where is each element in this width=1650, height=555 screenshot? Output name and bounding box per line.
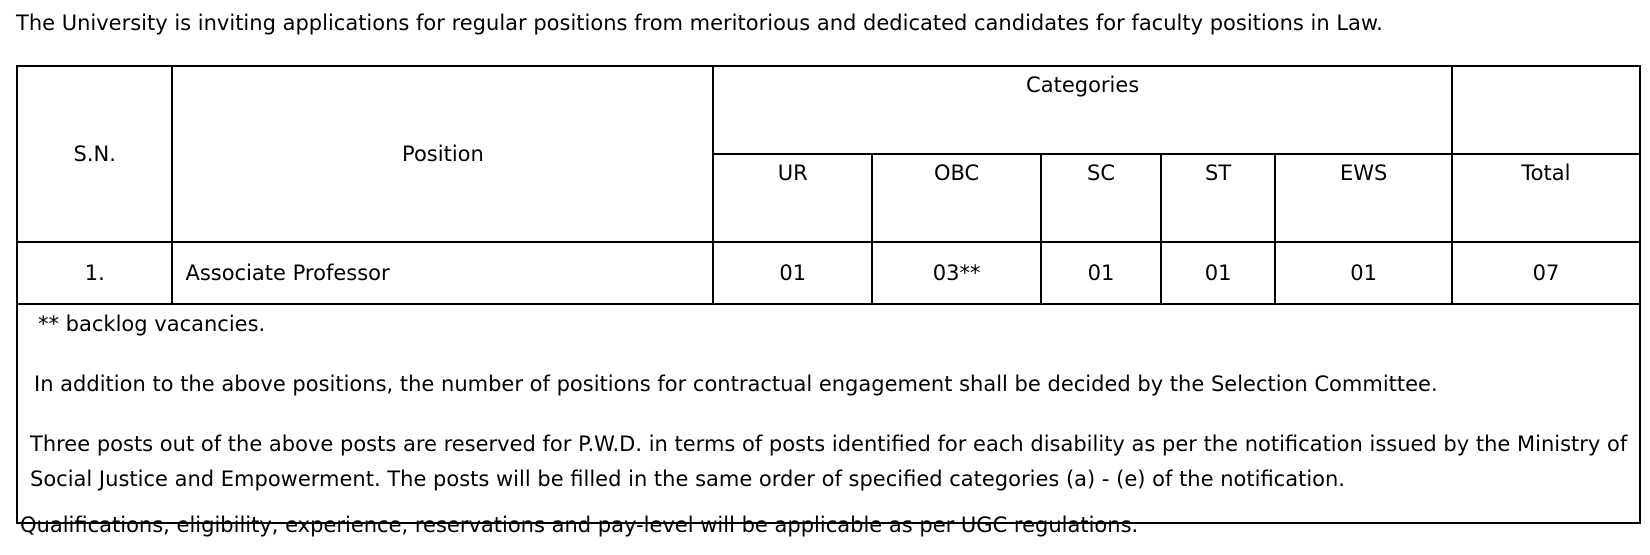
header-row-top [17, 66, 1640, 154]
cell-obc: 03** [872, 242, 1041, 304]
notes-row [17, 304, 1640, 523]
cell-ews: 01 [1275, 242, 1452, 304]
intro-paragraph: The University is inviting applications for regular positions from meritorious and dedicated candidates for faculty positions in Law. [16, 11, 1383, 35]
note-backlog: ** backlog vacancies. [38, 312, 266, 336]
cell-total: 07 [1452, 242, 1640, 304]
header-position: Position [172, 66, 713, 242]
table-row [17, 242, 1640, 304]
header-ur: UR [713, 154, 872, 242]
vacancy-table [16, 65, 1641, 524]
header-ews: EWS [1275, 154, 1452, 242]
closing-paragraph: Qualifications, eligibility, experience, reservations and pay-level will be applicable as per UGC regulations. [20, 513, 1139, 537]
header-categories: Categories [713, 66, 1451, 154]
header-sn: S.N. [17, 66, 172, 242]
note-contractual: In addition to the above positions, the number of positions for contractual engagement shall be decided by the Selection Committee. [34, 372, 1438, 396]
cell-sn: 1. [17, 242, 172, 304]
header-obc: OBC [872, 154, 1041, 242]
header-st: ST [1161, 154, 1275, 242]
cell-sc: 01 [1041, 242, 1161, 304]
header-blank-cell [1452, 66, 1640, 154]
cell-st: 01 [1161, 242, 1275, 304]
header-sc: SC [1041, 154, 1161, 242]
cell-ur: 01 [713, 242, 872, 304]
cell-position: Associate Professor [172, 242, 713, 304]
notes-cell [17, 304, 1640, 523]
header-total: Total [1452, 154, 1640, 242]
note-pwd: Three posts out of the above posts are reserved for P.W.D. in terms of posts identified for each disability as per the notification issued by the Ministry of Social Justice and Empowerment. The posts will be filled in the same order of specified categories (a) - (e) of the notification. [30, 432, 1628, 491]
